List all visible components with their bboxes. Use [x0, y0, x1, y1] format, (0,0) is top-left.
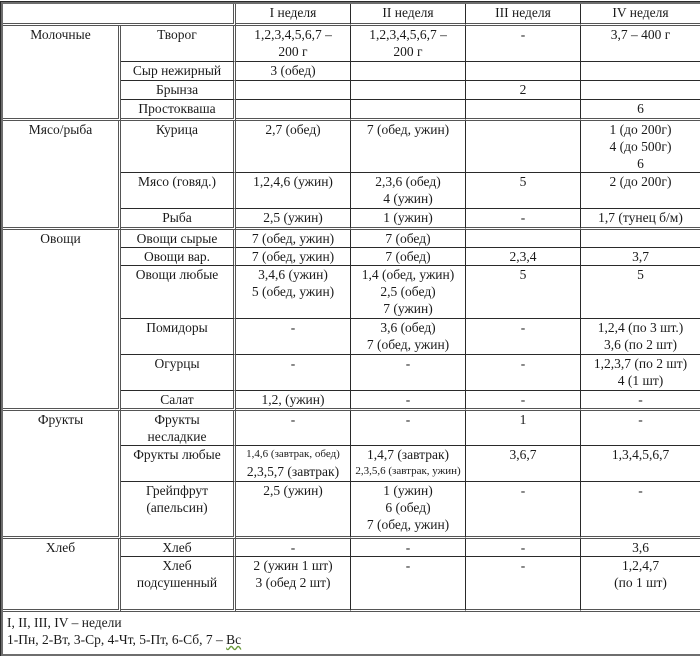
week-4-cell	[581, 266, 700, 319]
product-cell	[121, 391, 236, 411]
week-1-cell	[236, 230, 351, 248]
table-row	[3, 121, 700, 173]
product-cell	[121, 230, 236, 248]
week-3-cell	[466, 173, 581, 209]
cell-line: -	[638, 412, 643, 427]
product-cell	[121, 100, 236, 121]
legend-days-text: 1-Пн, 2-Вт, 3-Ср, 4-Чт, 5-Пт, 6-Сб, 7 –	[7, 632, 227, 647]
product-cell	[121, 482, 236, 539]
week-3-cell	[466, 62, 581, 81]
cell-line: 6	[637, 101, 644, 116]
cell-line: 2,3,5,6 (завтрак, ужин)	[355, 465, 461, 477]
week-1-cell	[236, 26, 351, 62]
week-3-cell	[466, 266, 581, 319]
week-2-cell	[351, 173, 466, 209]
week-2-cell	[351, 482, 466, 539]
week-3-cell	[466, 248, 581, 266]
cell-line: 7 (обед, ужин)	[366, 517, 450, 532]
week-2-cell	[351, 411, 466, 446]
week-4-cell	[581, 62, 700, 81]
cell-line: Овощи вар.	[143, 249, 211, 264]
week-4-cell	[581, 557, 700, 612]
week-4-cell	[581, 100, 700, 121]
diet-table	[1, 2, 700, 656]
product-cell	[121, 173, 236, 209]
product-cell	[121, 539, 236, 557]
cell-line: 1,2,3,4,5,6,7 –	[254, 27, 332, 42]
table-row	[3, 26, 700, 62]
header-row	[3, 4, 700, 26]
cell-line: Овощи сырые	[136, 231, 218, 246]
cell-line: 2	[519, 82, 527, 97]
table-row	[3, 411, 700, 446]
week-1-cell	[236, 319, 351, 355]
week-1-cell	[236, 446, 351, 482]
product-cell	[121, 319, 236, 355]
cell-line: -	[405, 540, 411, 555]
cell-line: Простокваша	[138, 101, 216, 116]
category-cell: Овощи	[3, 230, 121, 411]
cell-line: -	[520, 392, 526, 407]
cell-line: 5	[637, 267, 644, 282]
cell-line: -	[520, 210, 526, 225]
cell-line: 7 (обед, ужин)	[366, 122, 450, 137]
cell-line: 1 (ужин)	[383, 210, 433, 225]
cell-line: 3,7	[632, 249, 649, 264]
cell-line: 7 (обед, ужин)	[251, 231, 335, 246]
week-2-cell	[351, 355, 466, 391]
cell-line: 7 (обед)	[385, 231, 431, 246]
week-4-cell	[581, 355, 700, 391]
cell-line: 3,6 (по 2 шт)	[603, 337, 677, 352]
cell-line: 2,7 (обед)	[265, 122, 321, 137]
category-cell: Молочные	[3, 26, 121, 121]
cell-line: 1 (до 200г)	[609, 122, 672, 137]
table-row	[3, 539, 700, 557]
week-1-cell	[236, 557, 351, 612]
week-1-cell	[236, 209, 351, 230]
cell-line: -	[520, 558, 526, 573]
week-2-cell	[351, 539, 466, 557]
legend-weeks: I, II, III, IV – недели	[7, 615, 122, 630]
week-2-cell	[351, 319, 466, 355]
cell-line: Салат	[160, 392, 194, 407]
cell-line: 4 (ужин)	[383, 191, 433, 206]
week-3-cell	[466, 355, 581, 391]
cell-line: Хлеб	[162, 540, 192, 555]
cell-line: 3,7 – 400 г	[610, 27, 671, 42]
header-week-3: III неделя	[466, 4, 581, 26]
cell-line: 7 (обед, ужин)	[366, 337, 450, 352]
cell-line: Грейпфрут	[145, 483, 209, 498]
week-3-cell	[466, 446, 581, 482]
week-2-cell	[351, 266, 466, 319]
cell-line: (по 1 шт)	[614, 575, 667, 590]
cell-line: -	[290, 320, 296, 335]
cell-line: Сыр нежирный	[132, 63, 222, 78]
cell-line: несладкие	[147, 429, 207, 444]
cell-line: 200 г	[393, 44, 423, 59]
cell-line: -	[405, 412, 411, 427]
week-2-cell	[351, 26, 466, 62]
cell-line: 6	[637, 156, 644, 171]
week-4-cell	[581, 26, 700, 62]
cell-line: Курица	[156, 122, 198, 137]
cell-line: 1,2,4 (по 3 шт.)	[597, 320, 684, 335]
cell-line: -	[520, 540, 526, 555]
cell-line: 3,6,7	[509, 447, 537, 462]
product-cell	[121, 411, 236, 446]
week-2-cell	[351, 81, 466, 100]
cell-line: -	[290, 412, 296, 427]
week-3-cell	[466, 557, 581, 612]
product-cell	[121, 266, 236, 319]
cell-line: -	[520, 483, 526, 498]
cell-line: 1,4,6 (завтрак, обед)	[246, 448, 340, 460]
cell-line: 1,2,4,7	[621, 558, 660, 573]
week-3-cell	[466, 209, 581, 230]
week-3-cell	[466, 121, 581, 173]
cell-line: 3,4,6 (ужин)	[258, 267, 328, 282]
week-1-cell	[236, 248, 351, 266]
week-4-cell	[581, 482, 700, 539]
week-1-cell	[236, 411, 351, 446]
product-cell	[121, 209, 236, 230]
cell-line: 5	[519, 267, 527, 282]
product-cell	[121, 81, 236, 100]
cell-line: 5 (обед, ужин)	[251, 284, 335, 299]
cell-line: 1,2,4,6 (ужин)	[253, 174, 333, 189]
cell-line: 1,2,3,4,5,6,7 –	[369, 27, 447, 42]
week-3-cell	[466, 319, 581, 355]
week-2-cell	[351, 446, 466, 482]
cell-line: 3 (обед)	[270, 63, 316, 78]
cell-line: 3 (обед 2 шт)	[255, 575, 331, 590]
legend-days	[7, 631, 696, 648]
week-3-cell	[466, 81, 581, 100]
product-cell	[121, 121, 236, 173]
cell-line: 4 (до 500г)	[609, 139, 672, 154]
cell-line: -	[520, 27, 526, 42]
week-4-cell	[581, 209, 700, 230]
cell-line: 2,3,4	[509, 249, 537, 264]
week-1-cell	[236, 62, 351, 81]
cell-line: 200 г	[278, 44, 308, 59]
week-3-cell	[466, 100, 581, 121]
diet-schedule	[1, 2, 698, 656]
cell-line: -	[290, 540, 296, 555]
product-cell	[121, 26, 236, 62]
week-4-cell	[581, 81, 700, 100]
cell-line: Мясо (говяд.)	[138, 174, 216, 189]
cell-line: 7 (ужин)	[383, 301, 433, 316]
cell-line: Фрукты	[154, 412, 200, 427]
week-1-cell	[236, 539, 351, 557]
week-3-cell	[466, 539, 581, 557]
cell-line: 2,3,5,7 (завтрак)	[246, 464, 340, 479]
cell-line: 3,6	[632, 540, 649, 555]
cell-line: -	[405, 392, 411, 407]
week-2-cell	[351, 391, 466, 411]
cell-line: Фрукты любые	[133, 447, 221, 462]
cell-line: 7 (обед, ужин)	[251, 249, 335, 264]
cell-line: 2 (до 200г)	[609, 174, 672, 189]
week-4-cell	[581, 446, 700, 482]
week-1-cell	[236, 173, 351, 209]
week-1-cell	[236, 121, 351, 173]
cell-line: -	[520, 320, 526, 335]
product-cell	[121, 557, 236, 612]
product-cell	[121, 248, 236, 266]
cell-line: 7 (обед)	[385, 249, 431, 264]
cell-line: -	[638, 392, 643, 407]
product-cell	[121, 355, 236, 391]
cell-line: Рыба	[162, 210, 192, 225]
cell-line: -	[405, 356, 411, 371]
week-2-cell	[351, 121, 466, 173]
cell-line: 1,3,4,5,6,7	[611, 447, 670, 462]
product-cell	[121, 446, 236, 482]
week-1-cell	[236, 100, 351, 121]
week-4-cell	[581, 391, 700, 411]
cell-line: 2,3,6 (обед)	[375, 174, 441, 189]
cell-line: 5	[519, 174, 527, 189]
cell-line: 1,4,7 (завтрак)	[366, 447, 450, 462]
header-week-2: II неделя	[351, 4, 466, 26]
header-corner	[3, 4, 236, 26]
week-2-cell	[351, 100, 466, 121]
cell-line: Хлеб	[162, 558, 192, 573]
week-3-cell	[466, 26, 581, 62]
cell-line: 1,7 (тунец б/м)	[598, 210, 683, 225]
week-2-cell	[351, 230, 466, 248]
week-1-cell	[236, 391, 351, 411]
week-1-cell	[236, 355, 351, 391]
week-4-cell	[581, 319, 700, 355]
cell-line: Брынза	[155, 82, 199, 97]
table-row	[3, 230, 700, 248]
cell-line: 2,5 (ужин)	[263, 483, 323, 498]
week-2-cell	[351, 62, 466, 81]
week-4-cell	[581, 173, 700, 209]
week-4-cell	[581, 121, 700, 173]
week-4-cell	[581, 230, 700, 248]
header-week-1: I неделя	[236, 4, 351, 26]
week-3-cell	[466, 411, 581, 446]
cell-line: (апельсин)	[146, 500, 208, 515]
week-4-cell	[581, 411, 700, 446]
week-4-cell	[581, 539, 700, 557]
week-1-cell	[236, 81, 351, 100]
week-1-cell	[236, 482, 351, 539]
week-2-cell	[351, 557, 466, 612]
category-cell: Фрукты	[3, 411, 121, 539]
week-3-cell	[466, 482, 581, 539]
cell-line: подсушенный	[136, 575, 218, 590]
cell-line: 2,5 (ужин)	[263, 210, 323, 225]
week-1-cell	[236, 266, 351, 319]
cell-line: 1	[519, 412, 527, 427]
cell-line: Огурцы	[154, 356, 200, 371]
legend-sunday: Вс	[226, 632, 242, 647]
cell-line: -	[405, 558, 411, 573]
cell-line: 2 (ужин 1 шт)	[253, 558, 333, 573]
cell-line: 2,5 (обед)	[380, 284, 436, 299]
cell-line: 1,4 (обед, ужин)	[361, 267, 455, 282]
week-3-cell	[466, 391, 581, 411]
week-3-cell	[466, 230, 581, 248]
cell-line: Помидоры	[146, 320, 208, 335]
week-4-cell	[581, 248, 700, 266]
header-week-4: IV неделя	[581, 4, 700, 26]
week-2-cell	[351, 209, 466, 230]
category-cell: Мясо/рыба	[3, 121, 121, 230]
cell-line: -	[638, 483, 643, 498]
cell-line: -	[290, 356, 296, 371]
cell-line: 1,2, (ужин)	[261, 392, 325, 407]
cell-line: Творог	[157, 27, 197, 42]
category-cell: Хлеб	[3, 539, 121, 612]
product-cell	[121, 62, 236, 81]
cell-line: -	[520, 356, 526, 371]
cell-line: 1,2,3,7 (по 2 шт)	[593, 356, 688, 371]
cell-line: 3,6 (обед)	[380, 320, 436, 335]
cell-line: Овощи любые	[135, 267, 219, 282]
cell-line: 4 (1 шт)	[617, 373, 664, 388]
cell-line: 1 (ужин)	[383, 483, 433, 498]
cell-line: 6 (обед)	[385, 500, 431, 515]
week-2-cell	[351, 248, 466, 266]
